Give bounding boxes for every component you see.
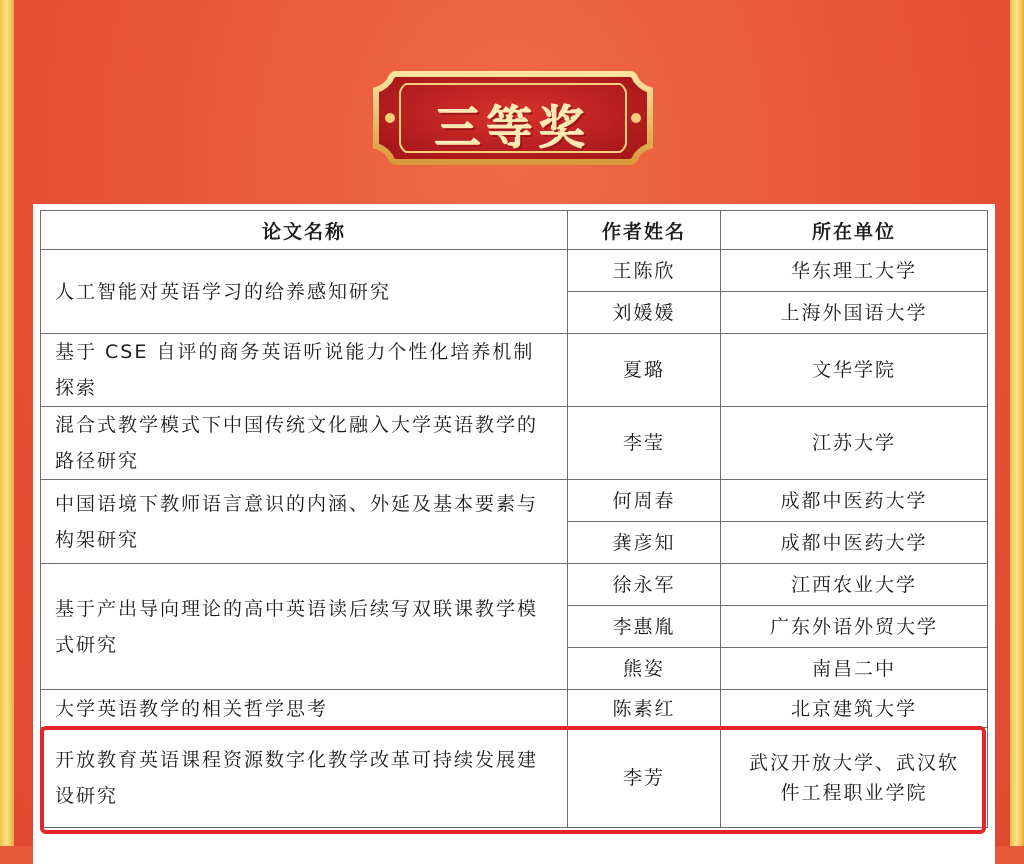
paper-title-cell: 开放教育英语课程资源数字化教学改革可持续发展建设研究 <box>41 728 568 828</box>
table-row <box>41 250 988 292</box>
author-name-cell: 李芳 <box>568 728 721 828</box>
header-author: 作者姓名 <box>568 211 721 250</box>
unit-name-cell: 上海外国语大学 <box>721 292 988 334</box>
unit-name-cell: 武汉开放大学、武汉软件工程职业学院 <box>721 728 988 828</box>
table-row <box>41 564 988 606</box>
table-row <box>41 480 988 522</box>
unit-name-cell: 广东外语外贸大学 <box>721 606 988 648</box>
author-name-cell: 徐永军 <box>568 564 721 606</box>
gold-frame-right <box>1010 0 1024 846</box>
award-title: 三等奖 <box>435 101 591 155</box>
header-unit: 所在单位 <box>721 211 988 250</box>
header-paper-title: 论文名称 <box>41 211 568 250</box>
paper-title-cell: 人工智能对英语学习的给养感知研究 <box>41 250 568 334</box>
table-row <box>41 728 988 828</box>
unit-name-cell: 南昌二中 <box>721 648 988 690</box>
author-name-cell: 龚彦知 <box>568 522 721 564</box>
author-name-cell: 陈素红 <box>568 690 721 728</box>
unit-name-cell: 华东理工大学 <box>721 250 988 292</box>
paper-title-cell: 混合式教学模式下中国传统文化融入大学英语教学的路径研究 <box>41 407 568 480</box>
award-title-plaque <box>372 66 654 170</box>
unit-name-cell: 江西农业大学 <box>721 564 988 606</box>
award-table <box>40 210 988 828</box>
author-name-cell: 王陈欣 <box>568 250 721 292</box>
unit-name-cell: 成都中医药大学 <box>721 522 988 564</box>
table-row <box>41 690 988 728</box>
paper-title-cell: 大学英语教学的相关哲学思考 <box>41 690 568 728</box>
unit-name-cell: 北京建筑大学 <box>721 690 988 728</box>
table-header-row <box>41 211 988 250</box>
paper-title-cell: 基于 CSE 自评的商务英语听说能力个性化培养机制探索 <box>41 334 568 407</box>
author-name-cell: 刘媛媛 <box>568 292 721 334</box>
paper-title-cell: 基于产出导向理论的高中英语读后续写双联课教学模式研究 <box>41 564 568 690</box>
author-name-cell: 熊姿 <box>568 648 721 690</box>
author-name-cell: 李惠胤 <box>568 606 721 648</box>
unit-name-cell: 江苏大学 <box>721 407 988 480</box>
table-row <box>41 334 988 407</box>
unit-name-cell: 文华学院 <box>721 334 988 407</box>
table-row <box>41 407 988 480</box>
author-name-cell: 李莹 <box>568 407 721 480</box>
paper-title-cell: 中国语境下教师语言意识的内涵、外延及基本要素与构架研究 <box>41 480 568 564</box>
unit-name-cell: 成都中医药大学 <box>721 480 988 522</box>
gold-frame-left <box>0 0 14 846</box>
author-name-cell: 何周春 <box>568 480 721 522</box>
author-name-cell: 夏璐 <box>568 334 721 407</box>
